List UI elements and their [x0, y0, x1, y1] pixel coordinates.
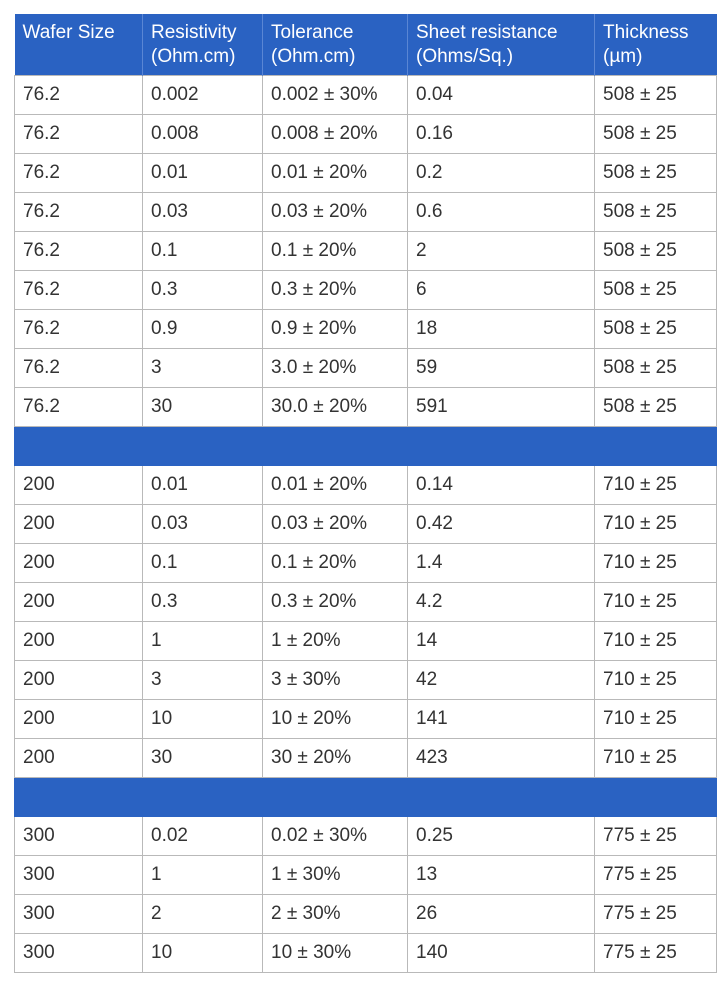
cell-sheet-resistance: 2: [408, 232, 595, 271]
cell-resistivity: 2: [143, 895, 263, 934]
header-resistivity: Resistivity (Ohm.cm): [143, 14, 263, 76]
table-row: [15, 583, 717, 622]
cell-thickness: 508 ± 25: [595, 76, 717, 115]
table-header-row: [15, 14, 717, 76]
cell-resistivity: 0.03: [143, 193, 263, 232]
cell-sheet-resistance: 42: [408, 661, 595, 700]
cell-resistivity: 10: [143, 934, 263, 973]
cell-resistivity: 0.02: [143, 817, 263, 856]
table-row: [15, 895, 717, 934]
cell-thickness: 775 ± 25: [595, 817, 717, 856]
table-body: [15, 76, 717, 973]
cell-thickness: 710 ± 25: [595, 661, 717, 700]
cell-tolerance: 0.02 ± 30%: [263, 817, 408, 856]
cell-wafer-size: 76.2: [15, 154, 143, 193]
cell-resistivity: 3: [143, 661, 263, 700]
cell-thickness: 508 ± 25: [595, 310, 717, 349]
cell-tolerance: 0.01 ± 20%: [263, 154, 408, 193]
cell-tolerance: 30 ± 20%: [263, 739, 408, 778]
cell-tolerance: 1 ± 20%: [263, 622, 408, 661]
cell-wafer-size: 76.2: [15, 115, 143, 154]
cell-sheet-resistance: 14: [408, 622, 595, 661]
cell-thickness: 508 ± 25: [595, 115, 717, 154]
cell-tolerance: 30.0 ± 20%: [263, 388, 408, 427]
cell-tolerance: 3 ± 30%: [263, 661, 408, 700]
cell-sheet-resistance: 4.2: [408, 583, 595, 622]
cell-thickness: 710 ± 25: [595, 544, 717, 583]
table-row: [15, 271, 717, 310]
cell-sheet-resistance: 0.14: [408, 466, 595, 505]
table-row: [15, 115, 717, 154]
table-row: [15, 856, 717, 895]
cell-wafer-size: 200: [15, 505, 143, 544]
cell-sheet-resistance: 0.25: [408, 817, 595, 856]
cell-sheet-resistance: 0.04: [408, 76, 595, 115]
group-separator-row: [15, 778, 717, 817]
cell-tolerance: 2 ± 30%: [263, 895, 408, 934]
cell-wafer-size: 200: [15, 622, 143, 661]
cell-resistivity: 0.03: [143, 505, 263, 544]
cell-tolerance: 0.002 ± 30%: [263, 76, 408, 115]
cell-wafer-size: 200: [15, 700, 143, 739]
cell-wafer-size: 200: [15, 583, 143, 622]
cell-thickness: 775 ± 25: [595, 895, 717, 934]
cell-resistivity: 1: [143, 856, 263, 895]
cell-sheet-resistance: 141: [408, 700, 595, 739]
cell-thickness: 508 ± 25: [595, 349, 717, 388]
cell-resistivity: 30: [143, 739, 263, 778]
cell-resistivity: 30: [143, 388, 263, 427]
cell-tolerance: 0.1 ± 20%: [263, 232, 408, 271]
cell-resistivity: 0.002: [143, 76, 263, 115]
cell-wafer-size: 200: [15, 466, 143, 505]
table-row: [15, 505, 717, 544]
table-row: [15, 544, 717, 583]
table-row: [15, 466, 717, 505]
table-row: [15, 232, 717, 271]
cell-thickness: 710 ± 25: [595, 739, 717, 778]
cell-tolerance: 10 ± 20%: [263, 700, 408, 739]
cell-resistivity: 0.1: [143, 232, 263, 271]
table-row: [15, 310, 717, 349]
table-row: [15, 154, 717, 193]
cell-thickness: 508 ± 25: [595, 271, 717, 310]
cell-wafer-size: 76.2: [15, 193, 143, 232]
cell-resistivity: 0.3: [143, 271, 263, 310]
cell-sheet-resistance: 59: [408, 349, 595, 388]
table-row: [15, 817, 717, 856]
header-thickness: Thickness (µm): [595, 14, 717, 76]
header-sheet-resistance: Sheet resistance (Ohms/Sq.): [408, 14, 595, 76]
cell-sheet-resistance: 591: [408, 388, 595, 427]
cell-resistivity: 0.01: [143, 466, 263, 505]
cell-resistivity: 0.9: [143, 310, 263, 349]
cell-thickness: 508 ± 25: [595, 154, 717, 193]
cell-thickness: 710 ± 25: [595, 583, 717, 622]
group-separator-band: [15, 778, 717, 817]
table-row: [15, 739, 717, 778]
cell-wafer-size: 200: [15, 544, 143, 583]
table-row: [15, 76, 717, 115]
cell-sheet-resistance: 1.4: [408, 544, 595, 583]
cell-wafer-size: 300: [15, 856, 143, 895]
cell-wafer-size: 76.2: [15, 388, 143, 427]
cell-wafer-size: 200: [15, 739, 143, 778]
cell-wafer-size: 76.2: [15, 310, 143, 349]
cell-tolerance: 0.3 ± 20%: [263, 271, 408, 310]
cell-thickness: 710 ± 25: [595, 622, 717, 661]
cell-sheet-resistance: 140: [408, 934, 595, 973]
table-row: [15, 934, 717, 973]
cell-wafer-size: 76.2: [15, 76, 143, 115]
table-row: [15, 193, 717, 232]
group-separator-band: [15, 427, 717, 466]
cell-wafer-size: 300: [15, 817, 143, 856]
cell-wafer-size: 300: [15, 895, 143, 934]
cell-sheet-resistance: 423: [408, 739, 595, 778]
cell-sheet-resistance: 18: [408, 310, 595, 349]
cell-resistivity: 0.01: [143, 154, 263, 193]
cell-thickness: 775 ± 25: [595, 934, 717, 973]
table-row: [15, 700, 717, 739]
table-row: [15, 388, 717, 427]
cell-tolerance: 3.0 ± 20%: [263, 349, 408, 388]
cell-thickness: 710 ± 25: [595, 466, 717, 505]
cell-resistivity: 0.008: [143, 115, 263, 154]
cell-resistivity: 3: [143, 349, 263, 388]
cell-sheet-resistance: 0.16: [408, 115, 595, 154]
cell-wafer-size: 76.2: [15, 271, 143, 310]
cell-sheet-resistance: 13: [408, 856, 595, 895]
cell-tolerance: 10 ± 30%: [263, 934, 408, 973]
cell-thickness: 508 ± 25: [595, 232, 717, 271]
group-separator-row: [15, 427, 717, 466]
cell-wafer-size: 200: [15, 661, 143, 700]
cell-resistivity: 10: [143, 700, 263, 739]
cell-tolerance: 0.1 ± 20%: [263, 544, 408, 583]
cell-sheet-resistance: 6: [408, 271, 595, 310]
cell-thickness: 775 ± 25: [595, 856, 717, 895]
cell-resistivity: 0.3: [143, 583, 263, 622]
cell-thickness: 710 ± 25: [595, 700, 717, 739]
cell-tolerance: 0.3 ± 20%: [263, 583, 408, 622]
cell-wafer-size: 76.2: [15, 349, 143, 388]
cell-tolerance: 0.9 ± 20%: [263, 310, 408, 349]
table-row: [15, 622, 717, 661]
table-row: [15, 349, 717, 388]
cell-sheet-resistance: 0.2: [408, 154, 595, 193]
cell-sheet-resistance: 26: [408, 895, 595, 934]
cell-sheet-resistance: 0.6: [408, 193, 595, 232]
cell-tolerance: 0.008 ± 20%: [263, 115, 408, 154]
cell-tolerance: 0.01 ± 20%: [263, 466, 408, 505]
cell-thickness: 508 ± 25: [595, 388, 717, 427]
cell-tolerance: 1 ± 30%: [263, 856, 408, 895]
header-wafer-size: Wafer Size: [15, 14, 143, 76]
cell-resistivity: 0.1: [143, 544, 263, 583]
cell-thickness: 508 ± 25: [595, 193, 717, 232]
table-row: [15, 661, 717, 700]
cell-tolerance: 0.03 ± 20%: [263, 505, 408, 544]
wafer-spec-table: [14, 14, 717, 973]
cell-resistivity: 1: [143, 622, 263, 661]
cell-wafer-size: 300: [15, 934, 143, 973]
cell-tolerance: 0.03 ± 20%: [263, 193, 408, 232]
header-tolerance: Tolerance (Ohm.cm): [263, 14, 408, 76]
cell-sheet-resistance: 0.42: [408, 505, 595, 544]
cell-thickness: 710 ± 25: [595, 505, 717, 544]
cell-wafer-size: 76.2: [15, 232, 143, 271]
